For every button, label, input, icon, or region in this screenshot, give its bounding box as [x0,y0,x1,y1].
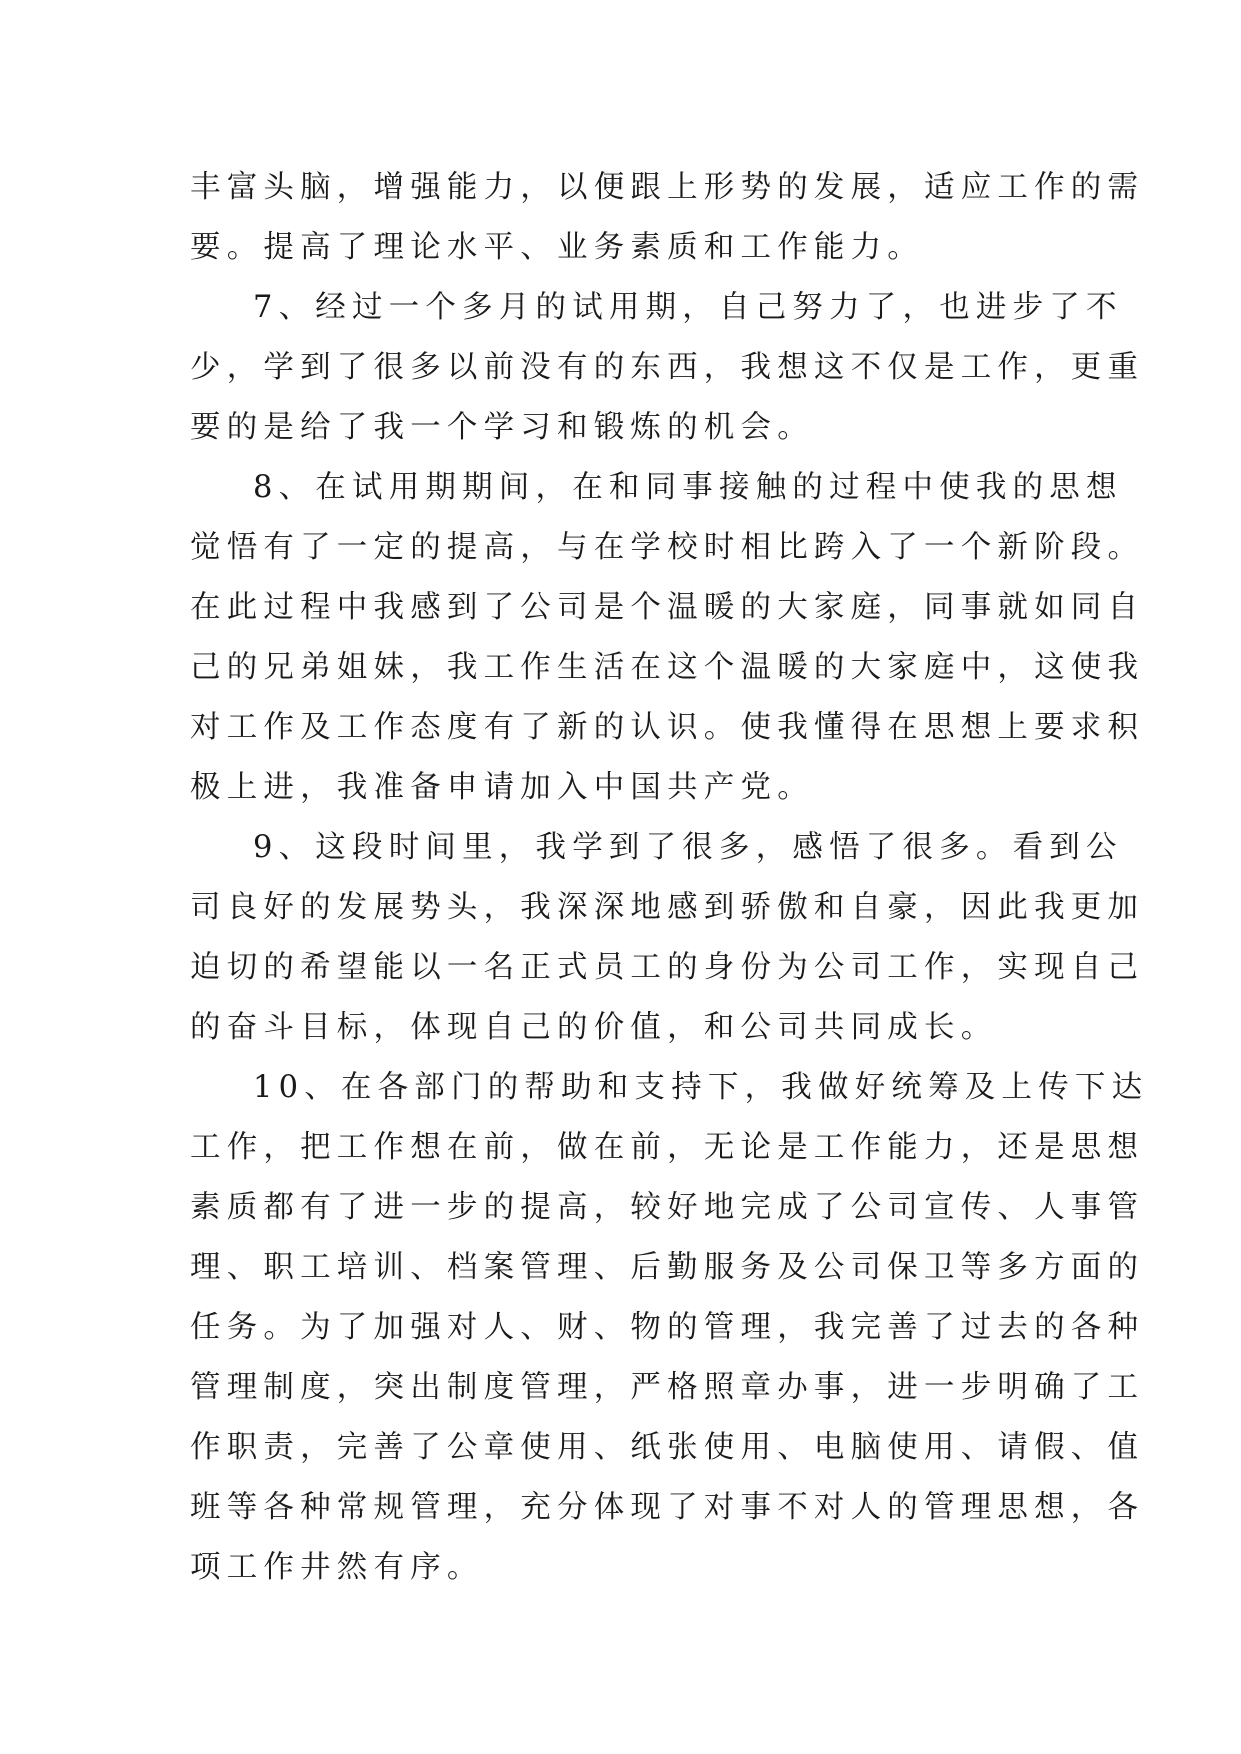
text-line: 素质都有了进一步的提高，较好地完成了公司宣传、人事管 [190,1190,1145,1225]
text-line: 觉悟有了一定的提高，与在学校时相比跨入了一个新阶段。 [190,530,1145,565]
document-body [190,158,1149,1598]
text-line: 极上进，我准备申请加入中国共产党。 [190,770,814,805]
text-line: 要的是给了我一个学习和锻炼的机会。 [190,410,814,445]
text-line: 丰富头脑，增强能力，以便跟上形势的发展，适应工作的需 [190,170,1145,205]
text-line: 少，学到了很多以前没有的东西，我想这不仅是工作，更重 [190,350,1145,385]
text-line: 班等各种常规管理，充分体现了对事不对人的管理思想，各 [190,1490,1145,1525]
paragraph-first-line: 9、这段时间里，我学到了很多，感悟了很多。看到公 [253,830,1123,865]
text-line: 任务。为了加强对人、财、物的管理，我完善了过去的各种 [190,1310,1145,1345]
text-line: 管理制度，突出制度管理，严格照章办事，进一步明确了工 [190,1370,1145,1405]
text-line: 司良好的发展势头，我深深地感到骄傲和自豪，因此我更加 [190,890,1145,925]
text-line: 理、职工培训、档案管理、后勤服务及公司保卫等多方面的 [190,1250,1145,1285]
text-line: 项工作井然有序。 [190,1550,484,1585]
text-line: 工作，把工作想在前，做在前，无论是工作能力，还是思想 [190,1130,1145,1165]
text-line: 己的兄弟姐妹，我工作生活在这个温暖的大家庭中，这使我 [190,650,1145,685]
text-line: 对工作及工作态度有了新的认识。使我懂得在思想上要求积 [190,710,1145,745]
text-line: 迫切的希望能以一名正式员工的身份为公司工作，实现自己 [190,950,1145,985]
paragraph-first-line: 8、在试用期期间，在和同事接触的过程中使我的思想 [253,470,1123,505]
text-line: 的奋斗目标，体现自己的价值，和公司共同成长。 [190,1010,998,1045]
text-line: 要。提高了理论水平、业务素质和工作能力。 [190,230,924,265]
paragraph-first-line: 7、经过一个多月的试用期，自己努力了，也进步了不 [253,290,1123,325]
text-line: 在此过程中我感到了公司是个温暖的大家庭，同事就如同自 [190,590,1145,625]
paragraph-first-line: 10、在各部门的帮助和支持下，我做好统筹及上传下达 [253,1070,1149,1105]
text-line: 作职责，完善了公章使用、纸张使用、电脑使用、请假、值 [190,1430,1145,1465]
